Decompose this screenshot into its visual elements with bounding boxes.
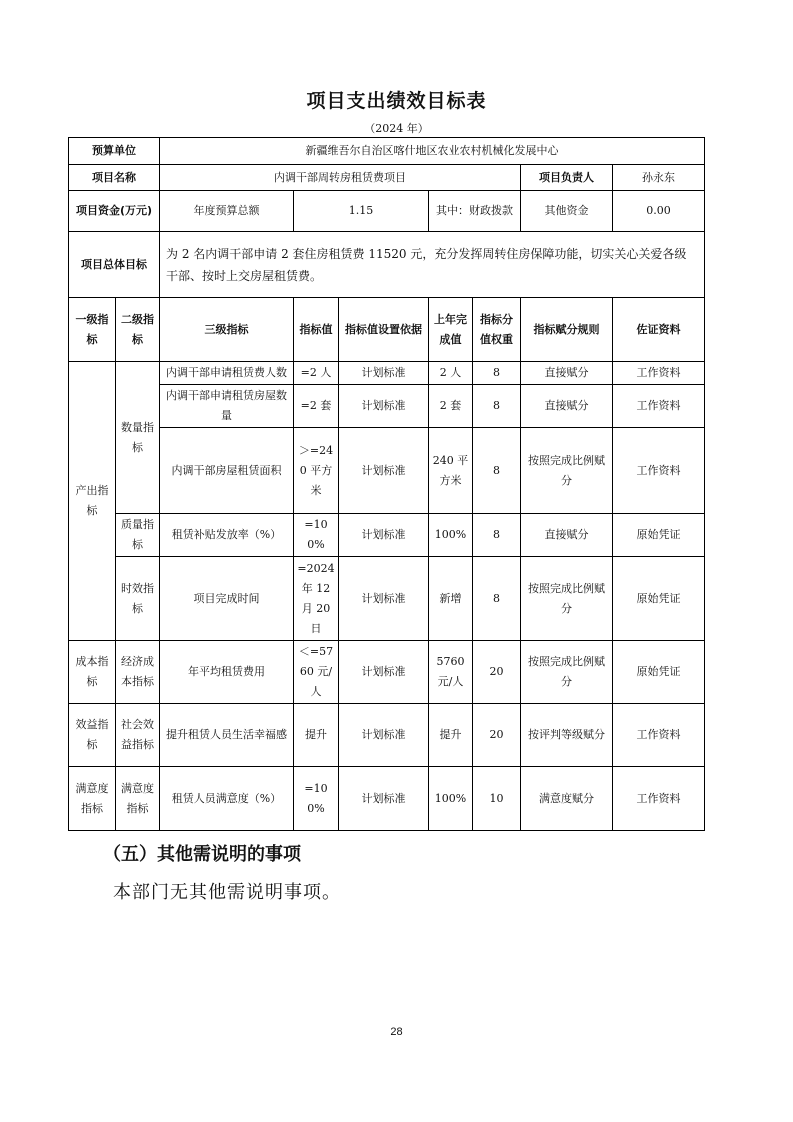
indicator-weight: 10 <box>473 767 521 831</box>
indicator-value: =2 套 <box>294 385 339 428</box>
col-last-year: 上年完成值 <box>429 298 473 362</box>
indicator-weight: 8 <box>473 362 521 385</box>
level2-quality: 质量指标 <box>116 514 160 557</box>
indicator-last-year: 100% <box>429 514 473 557</box>
indicator-rule: 直接赋分 <box>521 385 613 428</box>
indicator-evidence: 工作资料 <box>613 362 705 385</box>
indicator-last-year: 提升 <box>429 704 473 767</box>
page-title: 项目支出绩效目标表 <box>306 90 487 112</box>
col-level3: 三级指标 <box>160 298 294 362</box>
indicator-evidence: 原始凭证 <box>613 514 705 557</box>
indicator-evidence: 原始凭证 <box>613 557 705 641</box>
budget-unit-value: 新疆维吾尔自治区喀什地区农业农村机械化发展中心 <box>160 138 705 165</box>
indicator-rule: 按照完成比例赋分 <box>521 641 613 704</box>
level2-quantity: 数量指标 <box>116 362 160 514</box>
indicator-basis: 计划标准 <box>339 767 429 831</box>
fiscal-label: 其中：财政拨款 <box>429 191 521 232</box>
indicator-value: =100% <box>294 767 339 831</box>
indicator-basis: 计划标准 <box>339 385 429 428</box>
indicator-value: 提升 <box>294 704 339 767</box>
page-number: 28 <box>390 1026 403 1038</box>
col-weight: 指标分值权重 <box>473 298 521 362</box>
indicator-basis: 计划标准 <box>339 704 429 767</box>
indicator-last-year: 240 平方米 <box>429 428 473 514</box>
indicator-name: 年平均租赁费用 <box>160 641 294 704</box>
indicator-name: 提升租赁人员生活幸福感 <box>160 704 294 767</box>
indicator-name: 内调干部申请租赁费人数 <box>160 362 294 385</box>
year-subtitle: （2024 年） <box>364 122 429 135</box>
table-row <box>69 514 705 557</box>
col-value: 指标值 <box>294 298 339 362</box>
col-level1: 一级指标 <box>69 298 116 362</box>
indicator-value: ＞=240 平方米 <box>294 428 339 514</box>
indicator-basis: 计划标准 <box>339 641 429 704</box>
indicator-last-year: 2 人 <box>429 362 473 385</box>
col-evidence: 佐证资料 <box>613 298 705 362</box>
annual-total-label: 年度预算总额 <box>160 191 294 232</box>
indicator-rule: 按照完成比例赋分 <box>521 428 613 514</box>
level2-satisfaction: 满意度指标 <box>116 767 160 831</box>
level2-social: 社会效益指标 <box>116 704 160 767</box>
indicator-evidence: 工作资料 <box>613 428 705 514</box>
indicator-evidence: 工作资料 <box>613 767 705 831</box>
goal-label: 项目总体目标 <box>69 232 160 298</box>
indicator-evidence: 工作资料 <box>613 704 705 767</box>
indicator-basis: 计划标准 <box>339 428 429 514</box>
col-basis: 指标值设置依据 <box>339 298 429 362</box>
responsible-value: 孙永东 <box>613 165 705 191</box>
project-name-value: 内调干部周转房租赁费项目 <box>160 165 521 191</box>
other-funds-label: 其他资金 <box>521 191 613 232</box>
level1-benefit: 效益指标 <box>69 704 116 767</box>
goal-value: 为 2 名内调干部申请 2 套住房租赁费 11520 元，充分发挥周转住房保障功能，切实关心关爱各级干部、按时上交房屋租赁费。 <box>160 232 705 298</box>
table-row <box>69 767 705 831</box>
budget-unit-label: 预算单位 <box>69 138 160 165</box>
indicator-rule: 按评判等级赋分 <box>521 704 613 767</box>
project-name-label: 项目名称 <box>69 165 160 191</box>
indicator-weight: 8 <box>473 385 521 428</box>
section-body: 本部门无其他需说明事项。 <box>113 882 341 903</box>
indicator-rule: 直接赋分 <box>521 514 613 557</box>
level1-cost: 成本指标 <box>69 641 116 704</box>
col-rule: 指标赋分规则 <box>521 298 613 362</box>
indicator-evidence: 原始凭证 <box>613 641 705 704</box>
indicator-name: 内调干部申请租赁房屋数量 <box>160 385 294 428</box>
indicator-basis: 计划标准 <box>339 514 429 557</box>
level2-economic: 经济成本指标 <box>116 641 160 704</box>
indicator-weight: 20 <box>473 641 521 704</box>
indicator-last-year: 2 套 <box>429 385 473 428</box>
indicator-last-year: 5760 元/人 <box>429 641 473 704</box>
indicator-name: 租赁补贴发放率（%） <box>160 514 294 557</box>
indicator-value: ＜=5760 元/人 <box>294 641 339 704</box>
indicator-rule: 直接赋分 <box>521 362 613 385</box>
table-row <box>69 362 705 385</box>
indicator-weight: 8 <box>473 514 521 557</box>
table-row <box>69 385 705 428</box>
responsible-label: 项目负责人 <box>521 165 613 191</box>
level1-satisfaction: 满意度指标 <box>69 767 116 831</box>
indicator-value: =100% <box>294 514 339 557</box>
table-row <box>69 641 705 704</box>
indicator-rule: 满意度赋分 <box>521 767 613 831</box>
other-funds-value: 0.00 <box>613 191 705 232</box>
annual-total-value: 1.15 <box>294 191 429 232</box>
indicator-name: 租赁人员满意度（%） <box>160 767 294 831</box>
indicator-value: =2 人 <box>294 362 339 385</box>
indicator-rule: 按照完成比例赋分 <box>521 557 613 641</box>
indicator-weight: 8 <box>473 557 521 641</box>
indicator-last-year: 100% <box>429 767 473 831</box>
indicator-basis: 计划标准 <box>339 557 429 641</box>
section-heading: （五）其他需说明的事项 <box>103 844 301 865</box>
indicator-weight: 20 <box>473 704 521 767</box>
indicator-basis: 计划标准 <box>339 362 429 385</box>
funds-label: 项目资金(万元) <box>69 191 160 232</box>
indicator-weight: 8 <box>473 428 521 514</box>
level1-output: 产出指标 <box>69 362 116 641</box>
indicator-value: =2024 年 12 月 20 日 <box>294 557 339 641</box>
col-level2: 二级指标 <box>116 298 160 362</box>
level2-time: 时效指标 <box>116 557 160 641</box>
indicator-name: 项目完成时间 <box>160 557 294 641</box>
indicator-last-year: 新增 <box>429 557 473 641</box>
indicator-evidence: 工作资料 <box>613 385 705 428</box>
table-row <box>69 428 705 514</box>
indicator-name: 内调干部房屋租赁面积 <box>160 428 294 514</box>
performance-table <box>68 137 705 831</box>
table-row <box>69 704 705 767</box>
table-row <box>69 557 705 641</box>
